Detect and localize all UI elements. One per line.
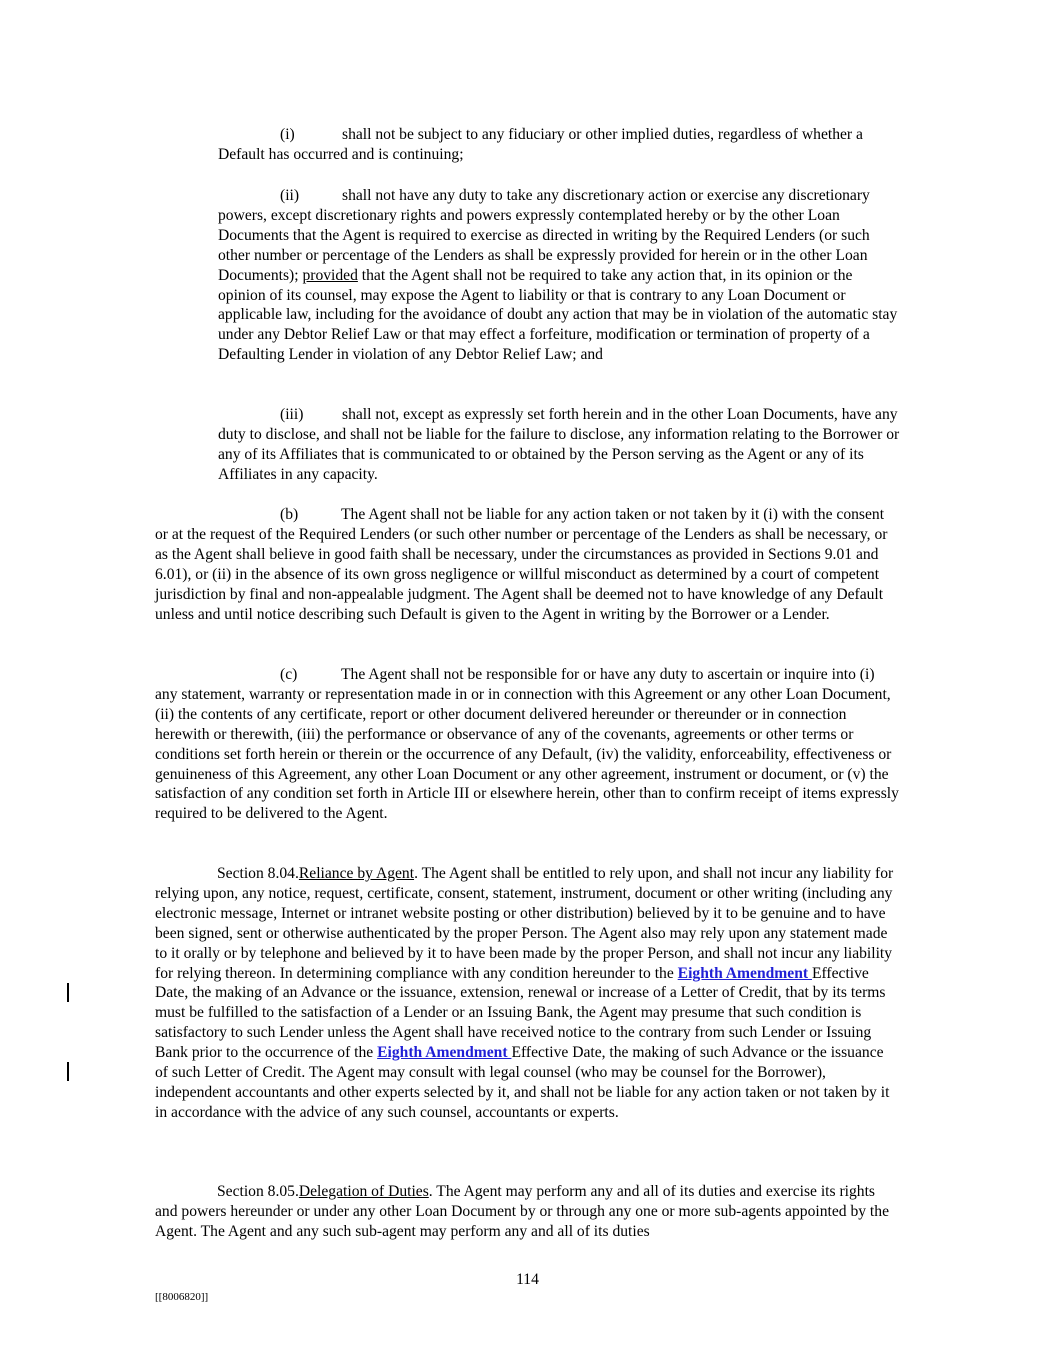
section-8-04-text-2: Effective Date, the making of an Advance or the issuance, extension, renewal or increase of a Letter of Credit, that by its terms must be fulfilled to the satisfaction of a Lender or an Issuing Bank, the Agent may presume that such condition is satisfactory to such Lender unless the Agent shall have received notice to the contrary from such Lender or Issuing Bank prior to the occurrence of the — [155, 964, 886, 1062]
clause-iii — [218, 405, 902, 485]
section-8-05-heading: Delegation of Duties — [298, 1183, 429, 1200]
section-8-04 — [155, 864, 900, 1123]
section-8-05-label: Section 8.05. — [217, 1183, 299, 1200]
clause-i-number: (i) — [280, 126, 295, 143]
paragraph-c — [155, 665, 900, 824]
paragraph-c-number: (c) — [280, 666, 298, 683]
paragraph-b-text: The Agent shall not be liable for any action taken or not taken by it (i) with the consent or at the request of the Required Lenders (or such other number or percentage of the Lenders as shall be necessary, or as the Agent shall believe in good faith shall be necessary, under the circumstances as provided in Sections 9.01 and 6.01), or (ii) in the absence of its own gross negligence or willful misconduct as determined by a court of competent jurisdiction by final and non-appealable judgment. The Agent shall be deemed not to have knowledge of any Default unless and until notice describing such Default is given to the Agent in writing by the Borrower or a Lender. — [155, 506, 888, 623]
clause-ii-text-after: that the Agent shall not be required to take any action that, in its opinion or the opinion of its counsel, may expose the Agent to liability or that is contrary to any Loan Document or applicable law, including for the avoidance of doubt any action that may be in violation of the automatic stay under any Debtor Relief Law or that may effect a forfeiture, modification or termination of property of a Defaulting Lender in violation of any Debtor Relief Law; and — [218, 266, 898, 364]
section-8-04-label: Section 8.04. — [217, 865, 299, 882]
provided-underlined: provided — [302, 266, 358, 284]
section-8-05 — [155, 1182, 900, 1242]
clause-iii-number: (iii) — [280, 406, 304, 423]
clause-ii — [218, 186, 902, 365]
page-number: 114 — [516, 1271, 539, 1288]
section-8-05-text: . The Agent may perform any and all of its duties and exercise its rights and powers hereunder or under any other Loan Document by or through any one or more sub-agents appointed by the Agent. The Agent and any such sub-agent may perform any and all of its duties — [155, 1183, 889, 1240]
change-bar-2 — [67, 1062, 69, 1081]
paragraph-c-text: The Agent shall not be responsible for or have any duty to ascertain or inquire into (i) any statement, warranty or representation made in or in connection with this Agreement or any other Loan Document, (ii) the contents of any certificate, report or other document delivered hereunder or thereunder or in connection herewith or therewith, (iii) the performance or observance of any of the covenants, agreements or other terms or conditions set forth herein or therein or the occurrence of any Default, (iv) the validity, enforceability, effectiveness or genuineness of this Agreement, any other Loan Document or any other agreement, instrument or document, or (v) the satisfaction of any condition set forth in Article III or elsewhere herein, other than to confirm receipt of items expressly required to be delivered to the Agent. — [155, 666, 899, 823]
clause-i — [218, 125, 902, 165]
section-8-04-text-3: Effective Date, the making of such Advance or the issuance of such Letter of Credit. The Agent may consult with legal counsel (who may be counsel for the Borrower), independent accountants and other experts selected by it, and shall not be liable for any action taken or not taken by it in accordance with the advice of any such counsel, accountants or experts. — [155, 1044, 890, 1121]
document-id: [[8006820]] — [155, 1291, 209, 1303]
eighth-amendment-link-2[interactable]: Eighth Amendment — [377, 1044, 512, 1062]
clause-ii-text-before: shall not have any duty to take any discretionary action or exercise any discretionary powers, except discretionary rights and powers expressly contemplated hereby or by the other Loan Documents that the Agent is required to exercise as directed in writing by the Required Lenders (or such other number or percentage of the Lenders as shall be expressly provided for herein or in the other Loan Documents); — [218, 187, 870, 284]
section-8-04-heading: Reliance by Agent — [298, 865, 415, 882]
clause-i-text: shall not be subject to any fiduciary or other implied duties, regardless of whether a Default has occurred and is continuing; — [218, 126, 863, 163]
section-8-04-text-1: . The Agent shall be entitled to rely upon, and shall not incur any liability for relying upon, any notice, request, certificate, consent, statement, instrument, document or other writing (including any electronic message, Internet or intranet website posting or other distribution) believed by it to be genuine and to have been signed, sent or otherwise authenticated by the proper Person. The Agent also may rely upon any statement made to it orally or by telephone and believed by it to have been made by the proper Person, and shall not incur any liability for relying thereon. In determining compliance with any condition hereunder to the — [155, 865, 894, 982]
clause-iii-text: shall not, except as expressly set forth herein and in the other Loan Documents, have any duty to disclose, and shall not be liable for the failure to disclose, any information relating to the Borrower or any of its Affiliates that is communicated to or obtained by the Person serving as the Agent or any of its Affiliates in any capacity. — [218, 406, 900, 483]
clause-ii-number: (ii) — [280, 187, 300, 204]
paragraph-b-number: (b) — [280, 506, 299, 523]
change-bar-1 — [67, 983, 69, 1002]
paragraph-b — [155, 505, 900, 624]
eighth-amendment-link-1[interactable]: Eighth Amendment — [677, 964, 812, 982]
